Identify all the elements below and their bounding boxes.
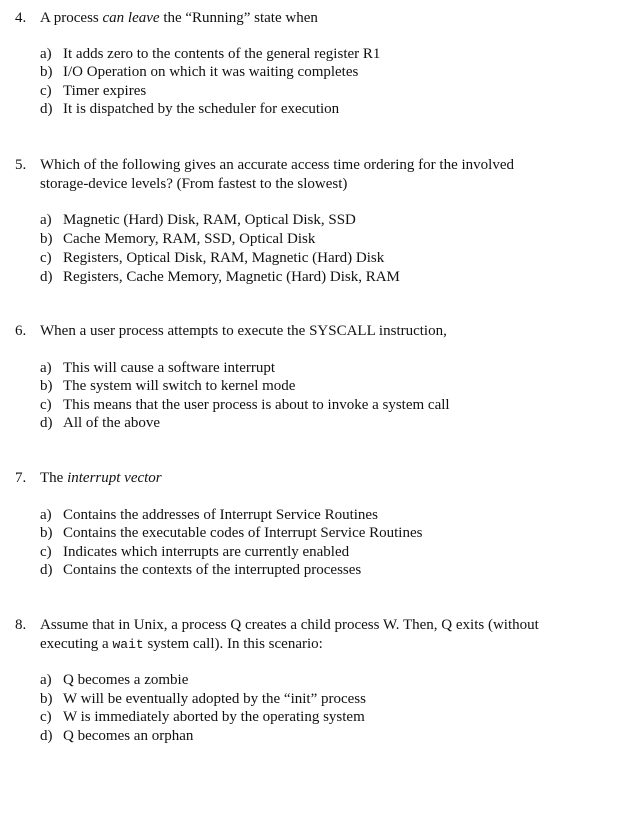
question-number: 8. bbox=[15, 617, 27, 633]
question-stem: Which of the following gives an accurate access time ordering for the involved storage-device levels? (From fastest to the slowest) bbox=[40, 157, 514, 192]
question-stem: The interrupt vector bbox=[40, 470, 162, 486]
question-number: 7. bbox=[15, 470, 27, 486]
question-number: 6. bbox=[15, 323, 27, 339]
code-wait: wait bbox=[112, 637, 144, 652]
question-stem: A process can leave the “Running” state when bbox=[40, 10, 318, 26]
question-number: 5. bbox=[15, 157, 27, 173]
question-number: 4. bbox=[15, 10, 27, 26]
question-stem: Assume that in Unix, a process Q creates a child process W. Then, Q exits (without executing a wait system call). In this scenario: bbox=[40, 617, 539, 652]
question-stem: When a user process attempts to execute the SYSCALL instruction, bbox=[40, 323, 447, 339]
